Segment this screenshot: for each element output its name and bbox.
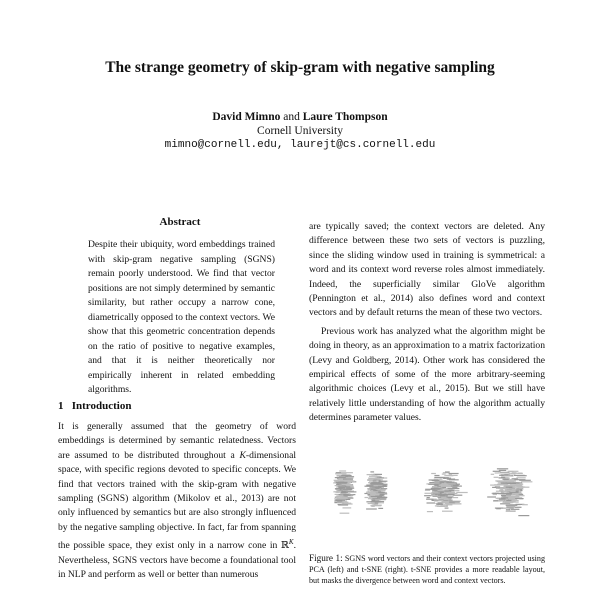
tsne-left-cluster-mark bbox=[424, 495, 431, 496]
pca-context-cluster-mark bbox=[378, 508, 383, 509]
pca-context-cluster-mark bbox=[377, 489, 383, 490]
pca-word-cluster-mark bbox=[338, 486, 345, 487]
math-space: ℝ bbox=[280, 540, 289, 552]
intro-text-c: . Nevertheless, SGNS vectors have become a foundational tool in NLP and perform as well or better than numerous bbox=[58, 540, 296, 581]
tsne-left-cluster-mark bbox=[431, 473, 436, 474]
pca-context-cluster-mark bbox=[376, 498, 386, 499]
tsne-left-cluster-mark bbox=[444, 499, 449, 500]
tsne-left-cluster-mark bbox=[427, 502, 436, 503]
tsne-right-cluster-mark bbox=[506, 506, 515, 507]
tsne-left-cluster-mark bbox=[440, 486, 451, 487]
tsne-right-cluster-mark bbox=[512, 472, 517, 473]
tsne-right-cluster-mark bbox=[501, 474, 509, 475]
tsne-left-cluster-mark bbox=[450, 503, 462, 504]
pca-word-cluster-mark bbox=[335, 488, 341, 489]
pca-word-cluster-mark bbox=[343, 507, 352, 508]
tsne-left-cluster-mark bbox=[446, 475, 458, 476]
tsne-right-cluster-mark bbox=[509, 471, 513, 472]
tsne-left-cluster-mark bbox=[449, 473, 459, 474]
pca-context-cluster-mark bbox=[366, 508, 377, 509]
pca-word-cluster-mark bbox=[345, 491, 357, 492]
tsne-right-cluster-mark bbox=[493, 494, 497, 495]
tsne-left-cluster-mark bbox=[434, 499, 437, 500]
tsne-left-cluster-mark bbox=[442, 485, 448, 486]
pca-word-cluster-mark bbox=[334, 500, 342, 501]
tsne-right-cluster-mark bbox=[503, 502, 513, 503]
pca-word-cluster-mark bbox=[335, 477, 346, 478]
pca-word-cluster-mark bbox=[341, 475, 351, 476]
author-line bbox=[0, 111, 600, 123]
pca-context-cluster-mark bbox=[369, 478, 380, 479]
tsne-left-cluster-mark bbox=[448, 488, 459, 489]
tsne-right-cluster-mark bbox=[506, 478, 510, 479]
pca-context-cluster-mark bbox=[371, 501, 374, 502]
tsne-left-cluster-mark bbox=[431, 488, 441, 489]
pca-word-cluster-mark bbox=[336, 482, 348, 483]
pca-context-cluster-mark bbox=[369, 492, 372, 493]
author-conjunction: and bbox=[283, 111, 300, 123]
tsne-right-cluster-mark bbox=[506, 500, 511, 501]
pca-context-cluster-mark bbox=[377, 480, 380, 481]
tsne-left-cluster-mark bbox=[451, 486, 462, 487]
pca-context-cluster-mark bbox=[374, 501, 379, 502]
tsne-right-cluster-mark bbox=[519, 498, 523, 499]
tsne-right-cluster-mark bbox=[501, 477, 505, 478]
tsne-right-cluster-mark bbox=[506, 494, 512, 495]
tsne-right-cluster-mark bbox=[517, 475, 527, 476]
tsne-left-cluster-mark bbox=[444, 492, 455, 493]
affiliation: Cornell University bbox=[257, 125, 343, 137]
tsne-left-cluster-mark bbox=[442, 474, 446, 475]
tsne-right-cluster-mark bbox=[496, 508, 501, 509]
tsne-left-cluster-mark bbox=[442, 487, 446, 488]
tsne-left-cluster-mark bbox=[452, 487, 457, 488]
pca-word-cluster-mark bbox=[340, 480, 346, 481]
tsne-left-cluster-mark bbox=[442, 511, 453, 512]
tsne-right-cluster-mark bbox=[500, 484, 508, 485]
math-space-sup: K bbox=[288, 538, 294, 547]
pca-context-cluster-mark bbox=[371, 489, 376, 490]
pca-context-cluster-mark bbox=[369, 476, 381, 477]
tsne-right-cluster-mark bbox=[487, 496, 496, 497]
tsne-right-cluster-mark bbox=[494, 477, 499, 478]
intro-text-b: -dimensional space, with specific regions devoted to specific concepts. We find that vectors trained with the skip-gram with negative sampling (SGNS) algorithm (Mikolov et al., 2013) are not only influenced by semantics but are also strongly influenced by the negative sampling objective. In fact, far from spanning the possible space, they exist only in a narrow cone in bbox=[58, 449, 296, 552]
pca-context-cluster-mark bbox=[370, 494, 380, 495]
tsne-right-cluster-mark bbox=[507, 475, 512, 476]
tsne-right-cluster-mark bbox=[516, 477, 525, 478]
pca-word-cluster-mark bbox=[339, 498, 348, 499]
pca-word-cluster-mark bbox=[335, 473, 346, 474]
tsne-right-cluster-mark bbox=[510, 480, 516, 481]
pca-word-cluster-mark bbox=[334, 480, 339, 481]
tsne-left-cluster-mark bbox=[438, 498, 448, 499]
pca-word-cluster-mark bbox=[343, 479, 353, 480]
pca-context-cluster-mark bbox=[370, 471, 374, 472]
pca-context-cluster-mark bbox=[372, 504, 376, 505]
right-paragraph-2: Previous work has analyzed what the algorithm might be doing in theory, as an approximation to a matrix factorization (Levy and Goldberg, 2014). Other work has considered the empirical effects of some of the more arbitrary-seeming algorithmic choices (Levy et al., 2015). But we still have relatively little understanding of how the algorithm actually determines parameter values. bbox=[309, 325, 545, 424]
tsne-right-cluster-mark bbox=[518, 515, 529, 516]
tsne-left-cluster-mark bbox=[432, 490, 437, 491]
pca-word-cluster-mark bbox=[343, 495, 350, 496]
tsne-left-cluster-mark bbox=[432, 494, 435, 495]
tsne-right-cluster-mark bbox=[509, 499, 515, 500]
pca-word-cluster-mark bbox=[337, 502, 343, 503]
tsne-left-cluster-mark bbox=[440, 482, 444, 483]
tsne-left-cluster-mark bbox=[445, 503, 450, 504]
tsne-left-cluster-mark bbox=[449, 502, 460, 503]
figure-caption-text: SGNS word vectors and their context vectors projected using PCA (left) and t-SNE (right). t-SNE provides a more readable layout, but masks the divergence between word and context vectors. bbox=[309, 554, 545, 585]
section-heading-introduction: 1 Introduction bbox=[58, 400, 132, 412]
pca-word-cluster-mark bbox=[342, 484, 353, 485]
tsne-left-cluster-mark bbox=[427, 511, 433, 512]
tsne-right-cluster-mark bbox=[506, 509, 510, 510]
pca-context-cluster-mark bbox=[375, 502, 379, 503]
tsne-right-cluster-mark bbox=[506, 487, 513, 488]
tsne-right-cluster-mark bbox=[504, 485, 510, 486]
math-k: K bbox=[239, 449, 246, 461]
pca-context-cluster-mark bbox=[367, 479, 377, 480]
abstract-heading: Abstract bbox=[159, 216, 201, 228]
author-2: Laure Thompson bbox=[302, 111, 388, 123]
paper-title: The strange geometry of skip-gram with negative sampling bbox=[105, 59, 495, 76]
tsne-left-cluster-mark bbox=[434, 477, 444, 478]
figure-1-caption bbox=[309, 553, 545, 586]
tsne-left-cluster-mark bbox=[434, 500, 438, 501]
tsne-left-cluster-mark bbox=[445, 471, 450, 472]
author-emails: mimno@cornell.edu, laurejt@cs.cornell.edu bbox=[164, 139, 436, 151]
abstract-text: Despite their ubiquity, word embeddings trained with skip-gram negative sampling (SGNS) remain poorly understood. We find that vector positions are not simply determined by semantic similarity, but rather occupy a narrow cone, diametrically opposed to the context vectors. We show that this geometric concentration depends on the ratio of positive to negative examples, and that it is neither theoretically nor empirically inherent in related embedding algorithms. bbox=[88, 239, 275, 395]
tsne-right-cluster-mark bbox=[514, 479, 525, 480]
tsne-left-cluster-mark bbox=[438, 504, 443, 505]
pca-context-cluster-mark bbox=[375, 487, 382, 488]
pca-context-cluster-mark bbox=[379, 481, 388, 482]
tsne-left-cluster-mark bbox=[445, 508, 449, 509]
intro-text-a: It is generally assumed that the geometry of word embeddings is determined by semantic relatedness. Vectors are assumed to be distributed throughout a bbox=[58, 421, 296, 461]
tsne-right-cluster-mark bbox=[495, 493, 504, 494]
tsne-right-cluster-mark bbox=[515, 507, 522, 508]
tsne-left-cluster-mark bbox=[447, 479, 455, 480]
tsne-right-cluster-mark bbox=[491, 474, 494, 475]
right-column-text bbox=[309, 220, 545, 426]
tsne-left-cluster-mark bbox=[444, 483, 456, 484]
tsne-right-cluster-mark bbox=[499, 490, 504, 491]
pca-context-cluster-mark bbox=[378, 486, 387, 487]
tsne-right-cluster-mark bbox=[503, 508, 514, 509]
tsne-right-cluster-mark bbox=[499, 498, 506, 499]
tsne-right-cluster-mark bbox=[492, 487, 496, 488]
tsne-right-cluster-mark bbox=[498, 472, 510, 473]
pca-word-cluster-mark bbox=[336, 492, 339, 493]
pca-context-cluster-mark bbox=[365, 497, 369, 498]
pca-word-cluster-mark bbox=[339, 470, 346, 471]
tsne-right-cluster-mark bbox=[497, 468, 508, 469]
tsne-left-cluster-mark bbox=[444, 490, 451, 491]
tsne-right-cluster-mark bbox=[507, 490, 515, 491]
pca-word-cluster-mark bbox=[343, 489, 352, 490]
pca-context-cluster-mark bbox=[370, 483, 381, 484]
tsne-left-cluster-mark bbox=[426, 499, 434, 500]
tsne-right-cluster-mark bbox=[518, 486, 524, 487]
tsne-left-cluster-mark bbox=[444, 481, 452, 482]
tsne-left-cluster-mark bbox=[434, 475, 439, 476]
tsne-right-cluster-mark bbox=[511, 509, 520, 510]
pca-word-cluster-mark bbox=[341, 497, 352, 498]
tsne-right-cluster-mark bbox=[510, 496, 520, 497]
tsne-left-cluster-mark bbox=[427, 497, 430, 498]
right-paragraph-1: are typically saved; the context vectors are deleted. Any difference between these two sets of vectors is puzzling, since the sliding window used in training is symmetrical: a word and its context word reverse roles almost immediately. Indeed, the superficially similar GloVe algorithm (Pennington et al., 2014) also defines word and context vectors and by default returns the mean of these two vectors. bbox=[309, 221, 545, 319]
pca-context-cluster-mark bbox=[372, 482, 377, 483]
tsne-right-cluster-mark bbox=[518, 493, 523, 494]
figure-label: Figure 1: bbox=[309, 553, 343, 563]
pca-context-cluster-mark bbox=[375, 499, 380, 500]
tsne-right-cluster-mark bbox=[521, 481, 532, 482]
pca-word-cluster-mark bbox=[341, 472, 353, 473]
pca-context-cluster-mark bbox=[368, 497, 373, 498]
pca-word-cluster-mark bbox=[338, 504, 348, 505]
tsne-right-cluster-mark bbox=[516, 488, 523, 489]
pca-context-cluster-mark bbox=[372, 498, 378, 499]
tsne-left-cluster-mark bbox=[434, 479, 441, 480]
figure-1-image bbox=[310, 445, 546, 565]
tsne-right-cluster-mark bbox=[503, 479, 509, 480]
tsne-right-cluster-mark bbox=[490, 485, 500, 486]
tsne-left-cluster-mark bbox=[456, 492, 467, 493]
author-1: David Mimno bbox=[212, 111, 281, 123]
tsne-right-cluster-mark bbox=[522, 504, 528, 505]
tsne-right-cluster-mark bbox=[498, 500, 504, 501]
pca-plot bbox=[333, 470, 388, 513]
pca-word-cluster-mark bbox=[340, 513, 350, 514]
introduction-paragraph bbox=[58, 420, 296, 583]
tsne-right-cluster-mark bbox=[506, 511, 515, 512]
tsne-plot bbox=[424, 468, 532, 516]
pca-word-cluster-mark bbox=[336, 472, 342, 473]
tsne-left-cluster-mark bbox=[443, 494, 454, 495]
pca-context-cluster-mark bbox=[372, 474, 375, 475]
tsne-right-cluster-mark bbox=[507, 483, 516, 484]
pca-context-cluster-mark bbox=[377, 497, 385, 498]
pca-context-cluster-mark bbox=[370, 485, 373, 486]
tsne-right-cluster-mark bbox=[499, 470, 506, 471]
tsne-left-cluster-mark bbox=[437, 506, 445, 507]
